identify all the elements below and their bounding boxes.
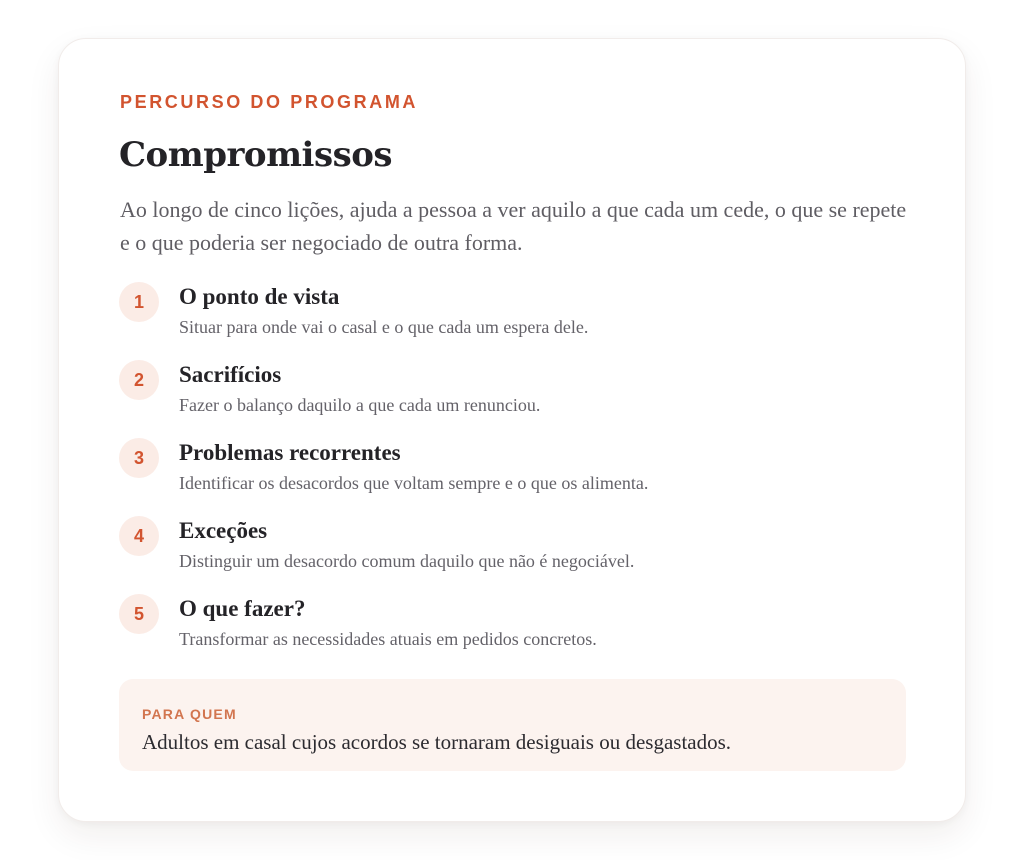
lesson-list bbox=[119, 282, 899, 672]
lesson-item bbox=[119, 594, 899, 672]
lesson-title: O ponto de vista bbox=[179, 284, 340, 309]
audience-box bbox=[119, 679, 906, 771]
program-card bbox=[58, 38, 966, 822]
program-description: Ao longo de cinco lições, ajuda a pessoa a ver aquilo a que cada um cede, o que se repete e o que poderia ser negociado de outra forma. bbox=[120, 197, 907, 255]
lesson-title: Sacrifícios bbox=[179, 362, 282, 387]
lesson-number-badge: 2 bbox=[119, 360, 159, 400]
lesson-title: O que fazer? bbox=[179, 596, 306, 621]
lesson-number-badge: 3 bbox=[119, 438, 159, 478]
lesson-item bbox=[119, 516, 899, 594]
program-title: Compromissos bbox=[119, 135, 393, 175]
lesson-description: Transformar as necessidades atuais em pedidos concretos. bbox=[179, 629, 597, 649]
lesson-item bbox=[119, 282, 899, 360]
lesson-number-badge: 1 bbox=[119, 282, 159, 322]
lesson-description: Identificar os desacordos que voltam sempre e o que os alimenta. bbox=[179, 473, 649, 493]
lesson-title: Exceções bbox=[179, 518, 268, 543]
lesson-number-badge: 5 bbox=[119, 594, 159, 634]
lesson-item bbox=[119, 438, 899, 516]
lesson-description: Fazer o balanço daquilo a que cada um renunciou. bbox=[179, 395, 541, 415]
audience-label: PARA QUEM bbox=[142, 706, 237, 722]
program-eyebrow: PERCURSO DO PROGRAMA bbox=[120, 92, 419, 112]
lesson-number-badge: 4 bbox=[119, 516, 159, 556]
lesson-title: Problemas recorrentes bbox=[179, 440, 401, 465]
lesson-description: Situar para onde vai o casal e o que cada um espera dele. bbox=[179, 317, 589, 337]
lesson-description: Distinguir um desacordo comum daquilo que não é negociável. bbox=[179, 551, 635, 571]
audience-text: Adultos em casal cujos acordos se tornaram desiguais ou desgastados. bbox=[142, 730, 732, 754]
lesson-item bbox=[119, 360, 899, 438]
